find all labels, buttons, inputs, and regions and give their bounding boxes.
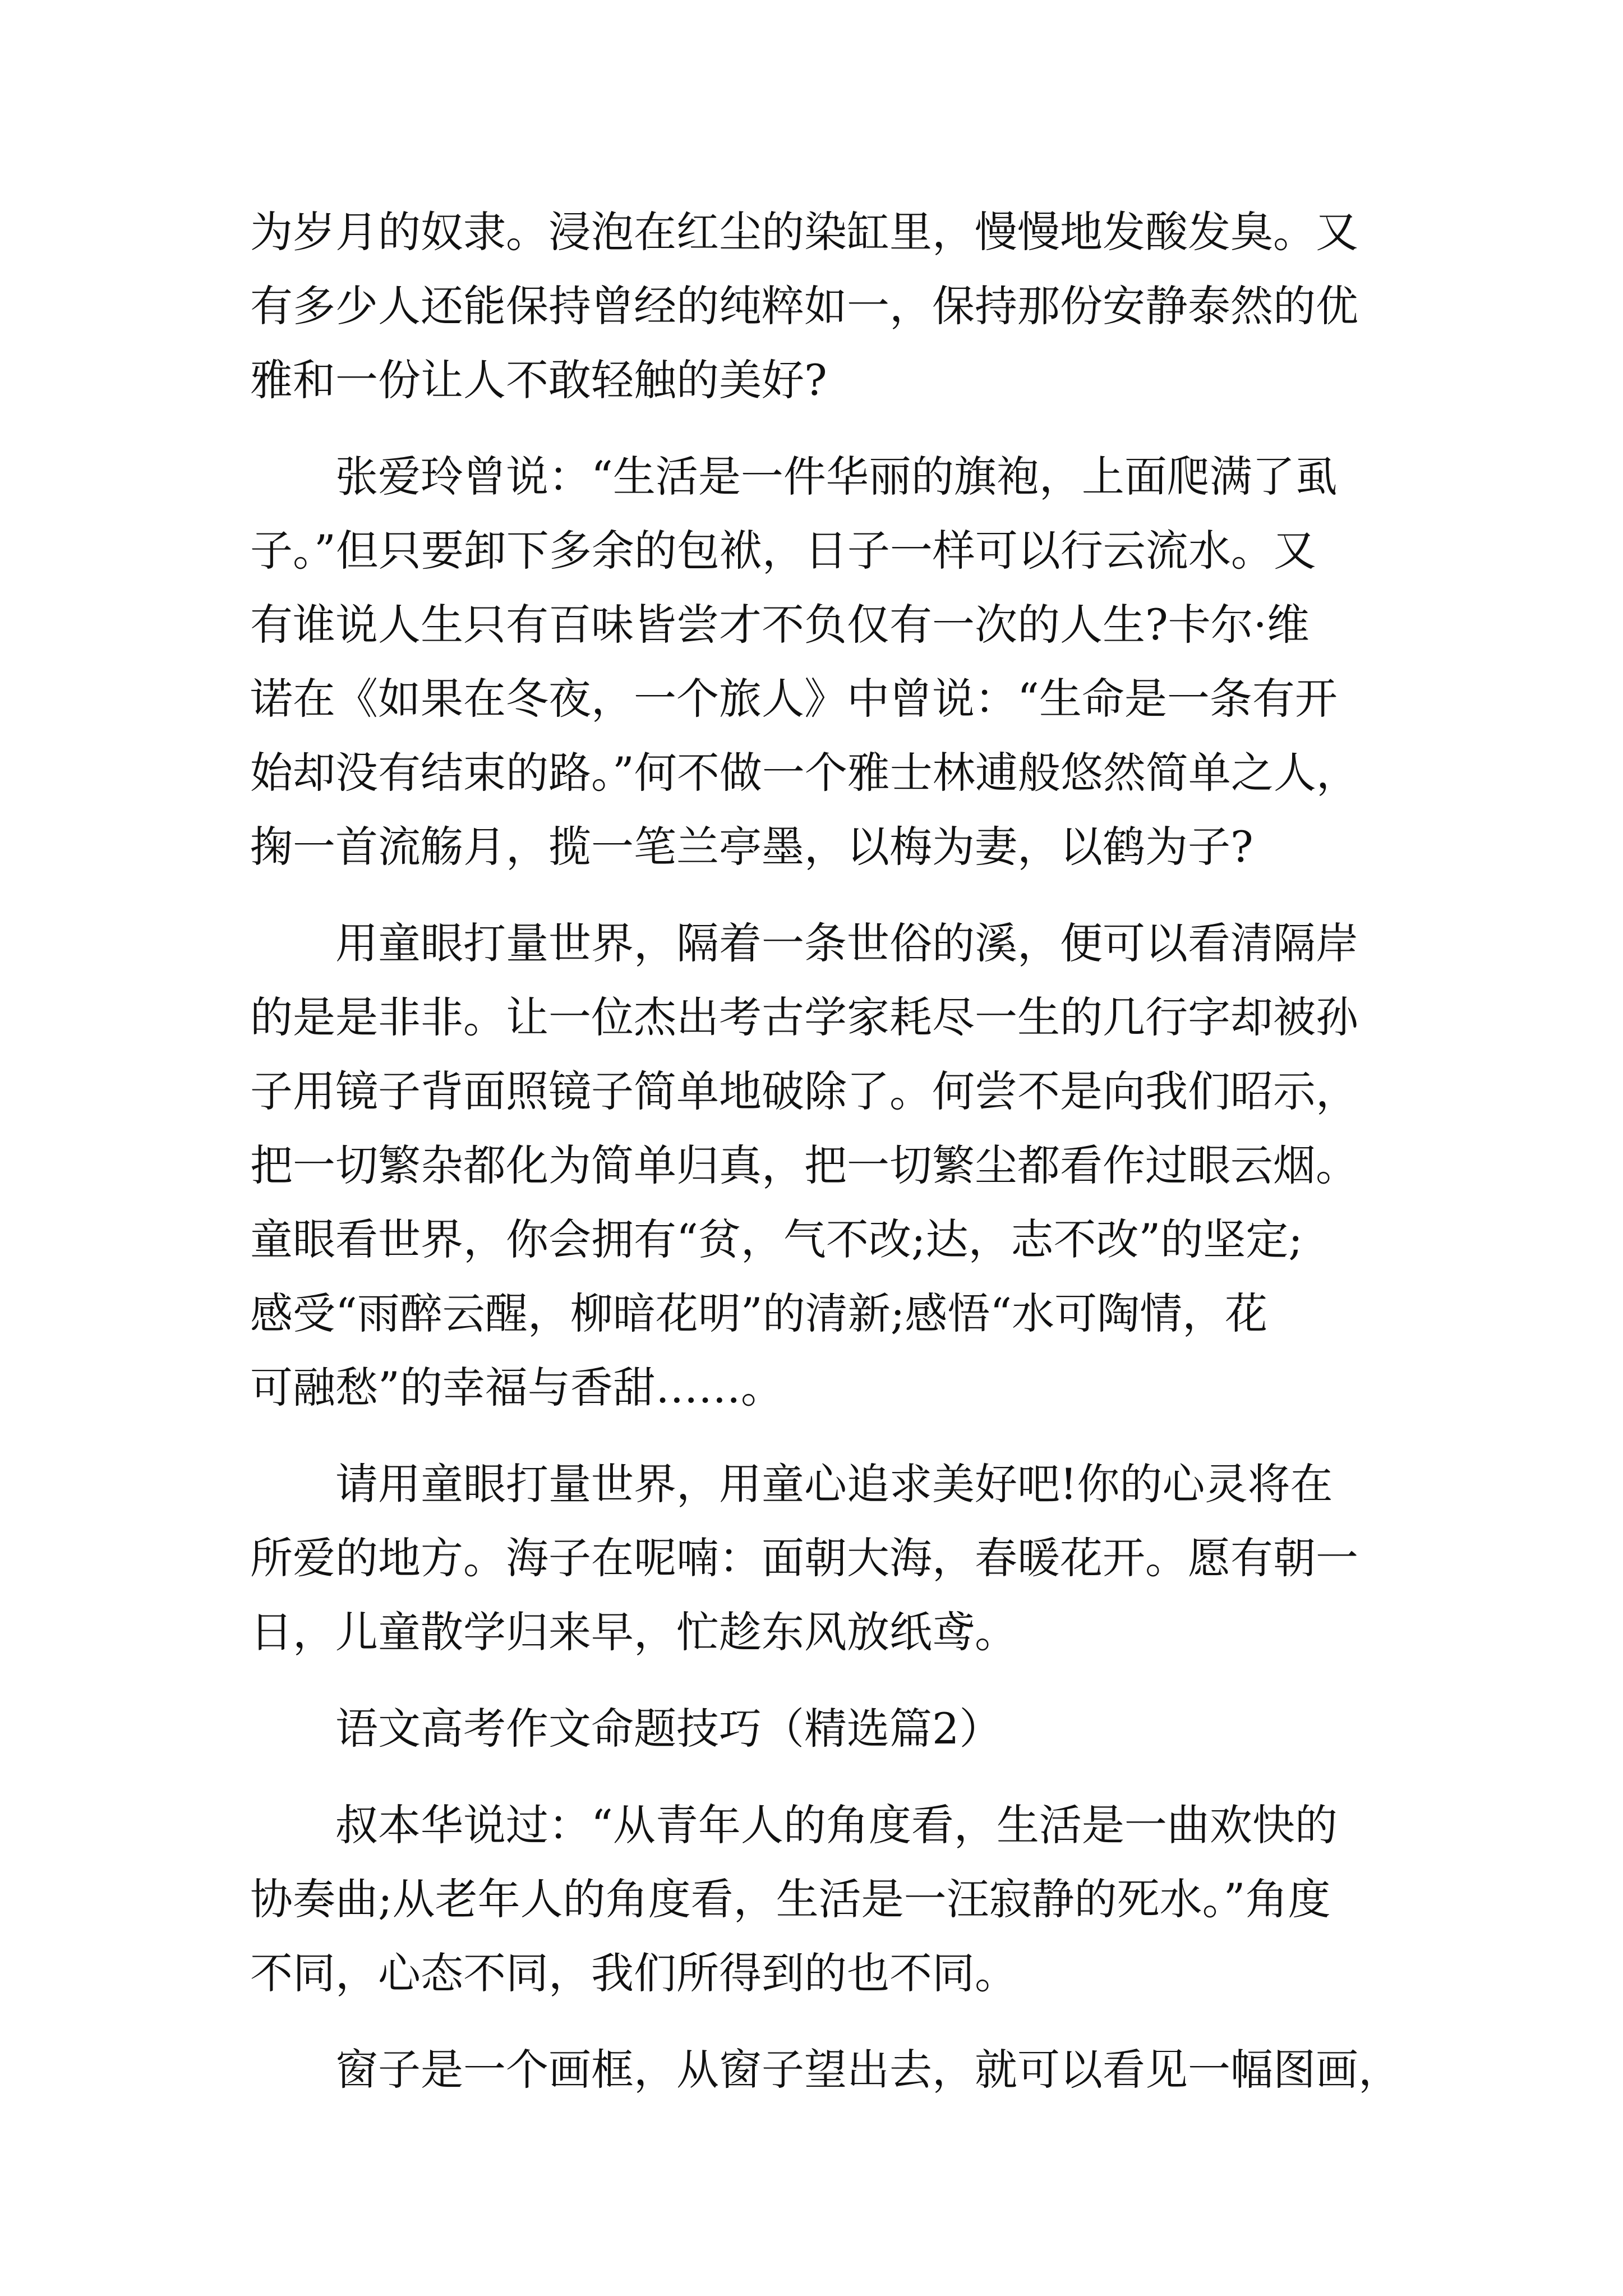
- paragraph-line: 童眼看世界，你会拥有“贫，气不改;达，志不改”的坚定;: [250, 1214, 1303, 1264]
- paragraph-line: 感受“雨醉云醒，柳暗花明”的清新;感悟“水可陶情，花: [250, 1289, 1268, 1338]
- paragraph-line: 窗子是一个画框，从窗子望出去，就可以看见一幅图画，: [335, 2045, 1401, 2095]
- paragraph-line: 用童眼打量世界，隔着一条世俗的溪，便可以看清隔岸: [335, 918, 1358, 968]
- paragraph-line: 叔本华说过：“从青年人的角度看，生活是一曲欢快的: [335, 1800, 1338, 1850]
- paragraph-line: 协奏曲;从老年人的角度看，生活是一汪寂静的死水。”角度: [250, 1874, 1331, 1924]
- paragraph-line: 雅和一份让人不敢轻触的美好?: [250, 355, 827, 405]
- paragraph-1: [250, 195, 1377, 417]
- paragraph-line: 所爱的地方。海子在呢喃：面朝大海，春暖花开。愿有朝一: [250, 1533, 1358, 1583]
- paragraph-2: [250, 440, 1377, 884]
- paragraph-line: 子。”但只要卸下多余的包袱，日子一样可以行云流水。又: [250, 526, 1316, 576]
- paragraph-line: 把一切繁杂都化为简单归真，把一切繁尘都看作过眼云烟。: [250, 1140, 1358, 1190]
- paragraph-line: 诺在《如果在冬夜，一个旅人》中曾说：“生命是一条有开: [250, 674, 1338, 724]
- paragraph-line: 不同，心态不同，我们所得到的也不同。: [250, 1948, 1017, 1998]
- paragraph-line: 请用童眼打量世界，用童心追求美好吧!你的心灵将在: [335, 1459, 1333, 1509]
- paragraph-line: 有谁说人生只有百味皆尝才不负仅有一次的人生?卡尔·维: [250, 600, 1310, 650]
- paragraph-3: [250, 907, 1377, 1425]
- paragraph-line: 日，儿童散学归来早，忙趁东风放纸鸢。: [250, 1607, 1017, 1657]
- section-heading-text: 语文高考作文命题技巧（精选篇2）: [335, 1704, 1002, 1754]
- paragraph-line: 子用镜子背面照镜子简单地破除了。何尝不是向我们昭示，: [250, 1066, 1358, 1116]
- paragraph-4: [250, 1447, 1377, 1669]
- paragraph-line: 可融愁”的幸福与香甜……。: [250, 1363, 783, 1412]
- paragraph-line: 掬一首流觞月，揽一笔兰亭墨，以梅为妻，以鹤为子?: [250, 822, 1253, 872]
- paragraph-line: 的是是非非。让一位杰出考古学家耗尽一生的几行字却被孙: [250, 992, 1358, 1042]
- paragraph-5: [250, 1788, 1377, 2010]
- paragraph-line: 有多少人还能保持曾经的纯粹如一，保持那份安静泰然的优: [250, 281, 1358, 331]
- paragraph-line: 张爱玲曾说：“生活是一件华丽的旗袍，上面爬满了虱: [335, 452, 1338, 501]
- document-body: [250, 195, 1401, 2129]
- paragraph-line: 始却没有结束的路。”何不做一个雅士林逋般悠然简单之人，: [250, 748, 1359, 798]
- paragraph-6: [250, 2033, 1401, 2107]
- section-heading: [250, 1692, 1377, 1766]
- paragraph-line: 为岁月的奴隶。浸泡在红尘的染缸里，慢慢地发酸发臭。又: [250, 207, 1358, 257]
